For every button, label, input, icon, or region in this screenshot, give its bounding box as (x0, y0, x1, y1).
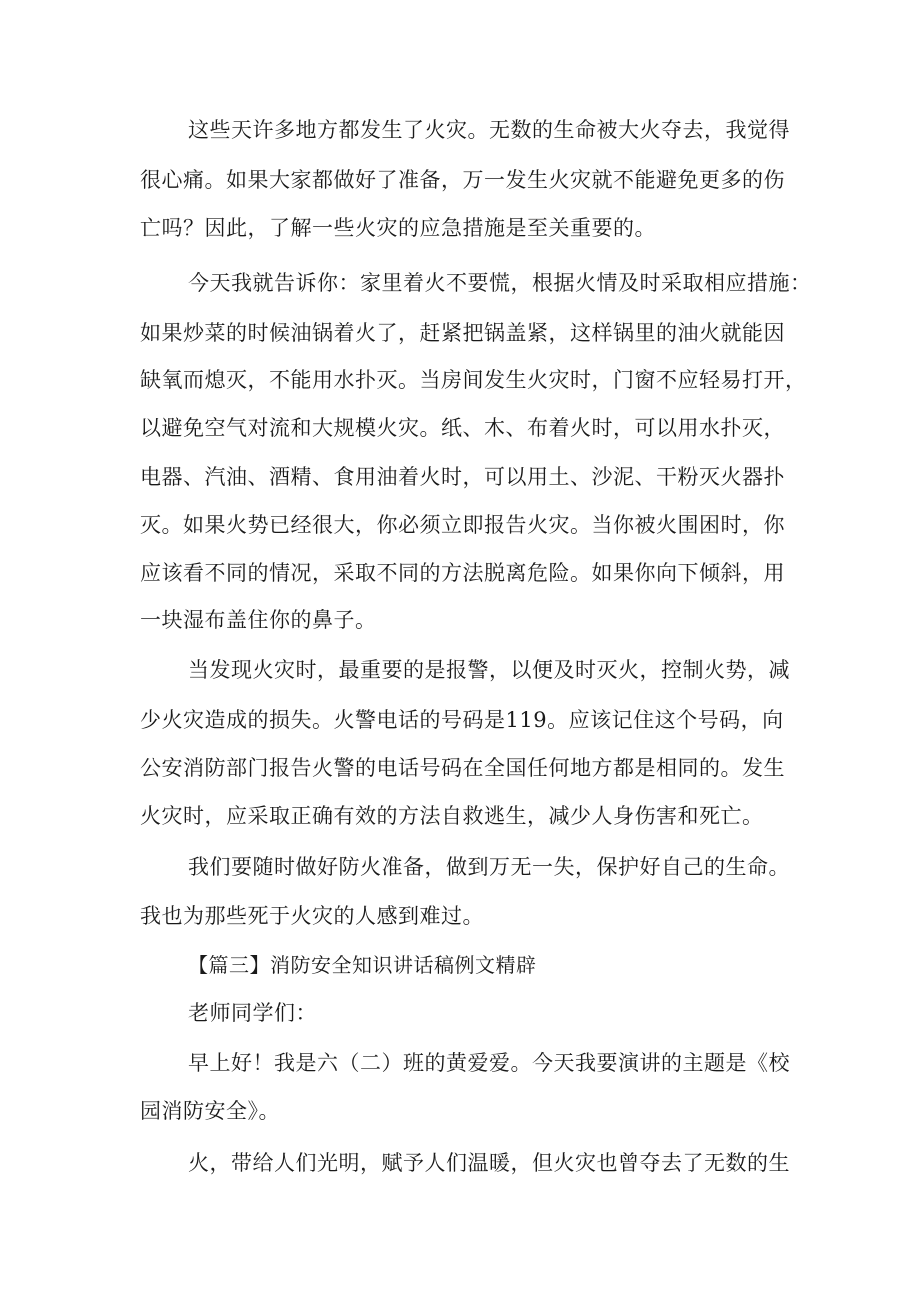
paragraph-1-line-2: 很心痛。如果大家都做好了准备，万一发生火灾就不能避免更多的伤 (140, 168, 785, 192)
paragraph-1-line-3: 亡吗？因此，了解一些火灾的应急措施是至关重要的。 (140, 216, 656, 240)
paragraph-2-line-4: 以避免空气对流和大规模火灾。纸、木、布着火时，可以用水扑灭， (140, 416, 785, 440)
paragraph-2-line-2: 如果炒菜的时候油锅着火了，赶紧把锅盖紧，这样锅里的油火就能因 (140, 321, 785, 345)
paragraph-2-line-5: 电器、汽油、酒精、食用油着火时，可以用土、沙泥、干粉灭火器扑 (140, 465, 785, 489)
speech-paragraph-1-line-2: 园消防安全》。 (140, 1099, 280, 1123)
paragraph-2-line-3: 缺氧而熄灭，不能用水扑灭。当房间发生火灾时，门窗不应轻易打开， (140, 368, 807, 392)
paragraph-2-line-8: 一块湿布盖住你的鼻子。 (140, 608, 377, 632)
paragraph-2-line-1: 今天我就告诉你：家里着火不要慌，根据火情及时采取相应措施： (188, 271, 812, 295)
paragraph-2-line-6: 灭。如果火势已经很大，你必须立即报告火灾。当你被火围困时，你 (140, 513, 785, 537)
paragraph-4-line-2: 我也为那些死于火灾的人感到难过。 (140, 904, 484, 928)
speech-paragraph-1-line-1: 早上好！我是六（二）班的黄爱爱。今天我要演讲的主题是《校 (188, 1051, 790, 1075)
speech-paragraph-2-line-1: 火，带给人们光明，赋予人们温暖，但火灾也曾夺去了无数的生 (188, 1151, 790, 1175)
paragraph-3-line-3: 公安消防部门报告火警的电话号码在全国任何地方都是相同的。发生 (140, 756, 785, 780)
paragraph-3-line-2: 少火灾造成的损失。火警电话的号码是119。应该记住这个号码，向 (140, 708, 784, 732)
section-heading: 【篇三】消防安全知识讲话稿例文精辟 (188, 953, 537, 977)
paragraph-3-line-4: 火灾时，应采取正确有效的方法自救逃生，减少人身伤害和死亡。 (140, 804, 764, 828)
paragraph-4-line-1: 我们要随时做好防火准备，做到万无一失，保护好自己的生命。 (188, 855, 790, 879)
paragraph-2-line-7: 应该看不同的情况，采取不同的方法脱离危险。如果你向下倾斜，用 (140, 561, 785, 585)
paragraph-1-line-1: 这些天许多地方都发生了火灾。无数的生命被大火夺去，我觉得 (188, 118, 790, 142)
speech-greeting: 老师同学们： (188, 1001, 317, 1025)
paragraph-3-line-1: 当发现火灾时，最重要的是报警，以便及时灭火，控制火势，减 (188, 658, 790, 682)
